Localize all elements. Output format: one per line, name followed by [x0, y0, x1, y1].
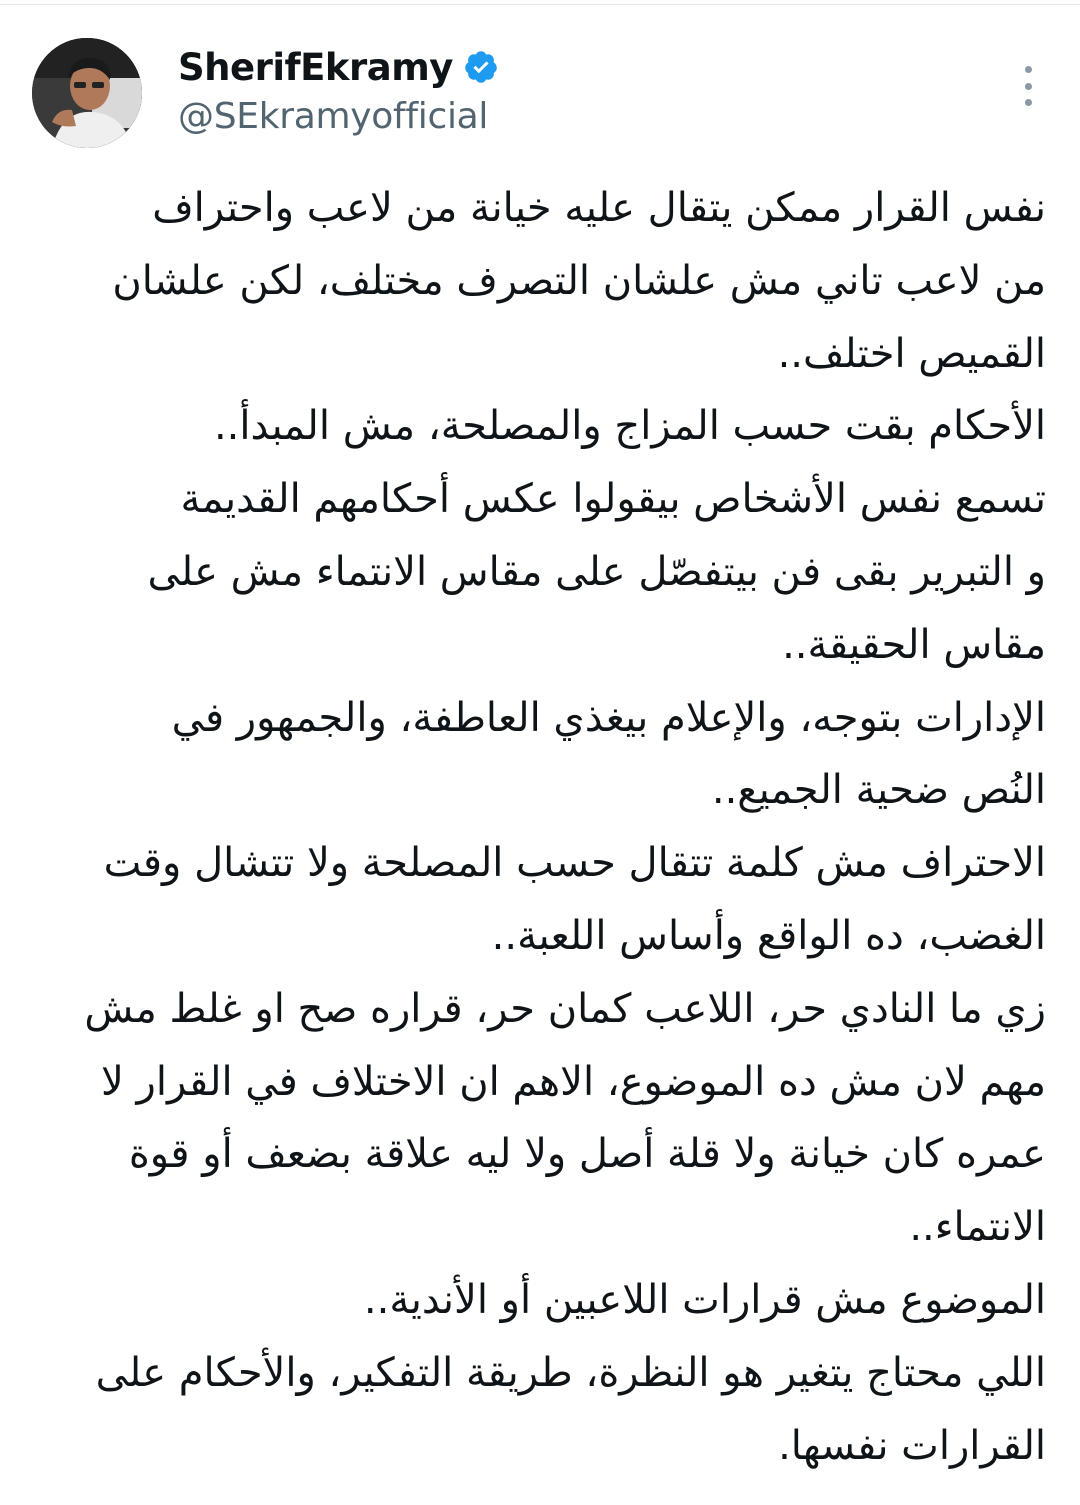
tweet-line: النُص ضحية الجميع..: [711, 767, 1046, 814]
tweet-line: الإدارات بتوجه، والإعلام بيغذي العاطفة، والجمهور في: [171, 694, 1046, 741]
tweet-line: الغضب، ده الواقع وأساس اللعبة..: [491, 912, 1046, 959]
tweet-line: الانتماء..: [909, 1204, 1046, 1251]
top-divider: [0, 4, 1080, 5]
display-name[interactable]: SherifEkramy: [178, 45, 453, 89]
user-handle[interactable]: @SEkramyofficial: [178, 96, 489, 137]
more-dot: [1025, 99, 1032, 106]
tweet-header: [32, 38, 1048, 148]
author-names: [178, 44, 499, 137]
tweet-line: زي ما النادي حر، اللاعب كمان حر، قراره صح او غلط مش: [84, 985, 1046, 1032]
tweet-line: عمره كان خيانة ولا قلة أصل ولا ليه علاقة بضعف أو قوة: [128, 1131, 1046, 1178]
profile-photo: [32, 38, 142, 148]
tweet-line: الموضوع مش قرارات اللاعبين أو الأندية..: [363, 1276, 1046, 1323]
more-dot: [1025, 66, 1032, 73]
tweet-line: الأحكام بقت حسب المزاج والمصلحة، مش المبدأ..: [213, 403, 1046, 450]
tweet-line: القرارات نفسها.: [778, 1422, 1046, 1469]
verified-badge-icon: [463, 49, 499, 85]
tweet-line: مهم لان مش ده الموضوع، الاهم ان الاختلاف في القرار لا: [101, 1058, 1046, 1105]
avatar[interactable]: [32, 38, 142, 148]
name-row: [178, 44, 499, 90]
tweet-line: و التبرير بقى فن بيتفصّل على مقاس الانتماء مش على: [147, 548, 1046, 595]
tweet-line: من لاعب تاني مش علشان التصرف مختلف، لكن علشان: [112, 257, 1046, 304]
more-options-icon[interactable]: [1018, 66, 1038, 106]
tweet-line: نفس القرار ممكن يتقال عليه خيانة من لاعب واحتراف: [152, 185, 1046, 231]
tweet-line: مقاس الحقيقة..: [782, 621, 1046, 668]
tweet-line: القميص اختلف..: [777, 330, 1046, 377]
tweet-line: تسمع نفس الأشخاص بيقولوا عكس أحكامهم القديمة: [180, 476, 1046, 523]
tweet-line: اللي محتاج يتغير هو النظرة، طريقة التفكير، والأحكام على: [95, 1349, 1046, 1396]
tweet-text: [36, 172, 1046, 1482]
tweet-line: الاحتراف مش كلمة تتقال حسب المصلحة ولا تتشال وقت: [103, 840, 1046, 887]
more-dot: [1025, 83, 1032, 90]
